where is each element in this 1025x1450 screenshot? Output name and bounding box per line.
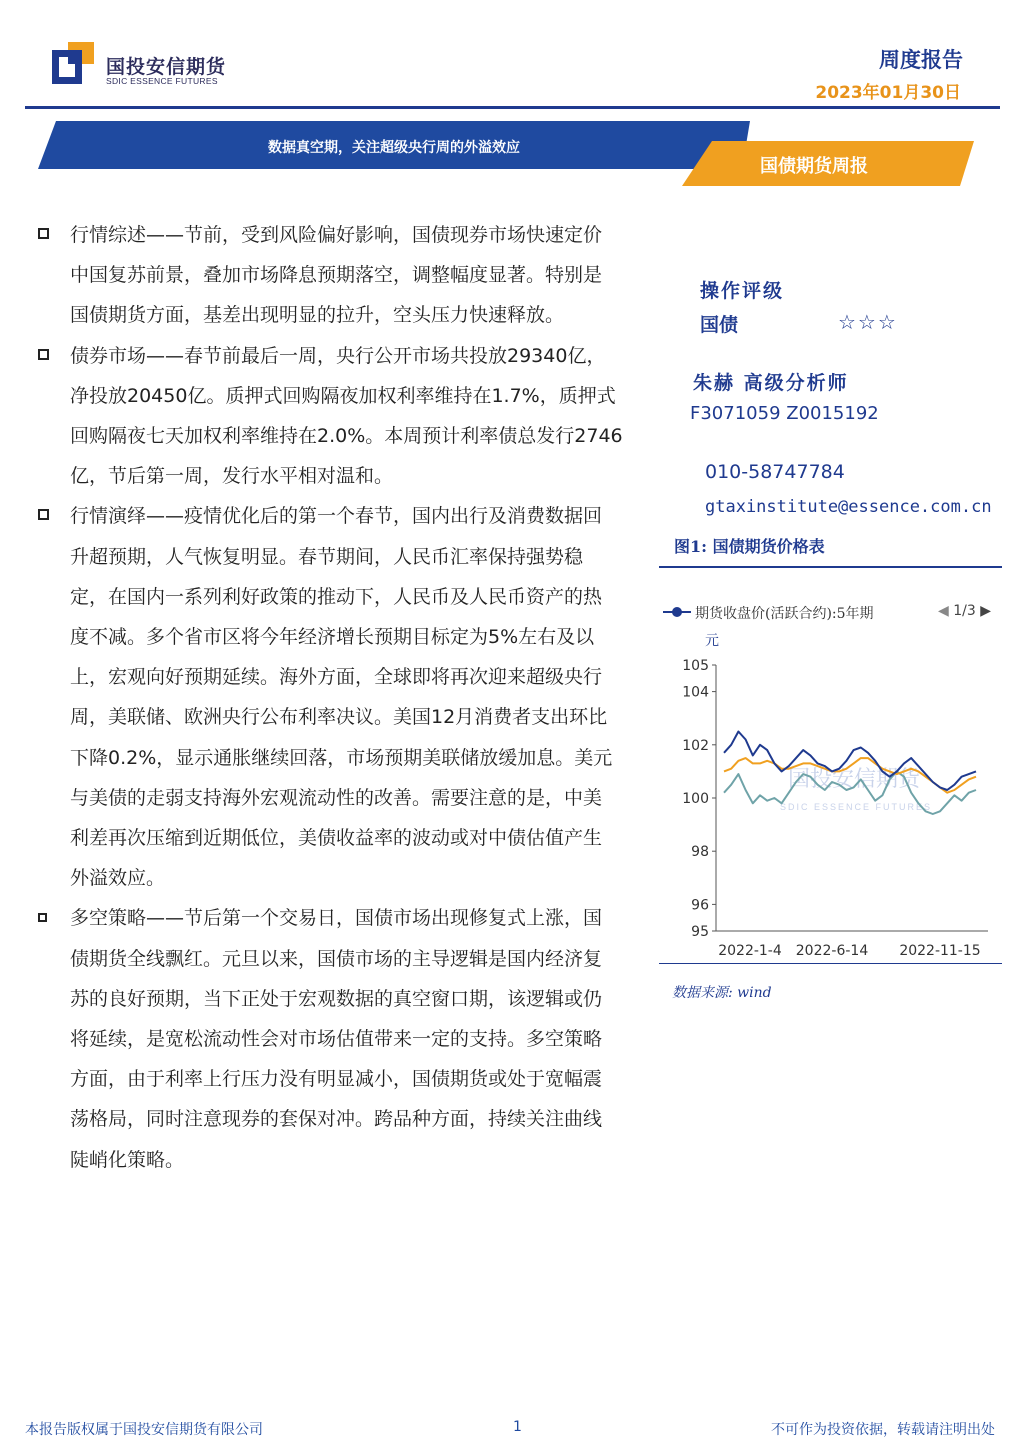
text-line: 陡峭化策略。 xyxy=(70,1148,185,1171)
text-line: 与美债的走弱支持海外宏观流动性的改善。需要注意的是，中美 xyxy=(70,786,603,809)
page-number: 1 xyxy=(513,1419,522,1435)
y-axis-unit: 元 xyxy=(705,633,719,649)
paragraph-bond-market xyxy=(36,336,636,497)
square-bullet-icon xyxy=(38,228,49,239)
text-line: 行情综述——节前，受到风险偏好影响，国债现券市场快速定价 xyxy=(70,224,603,246)
text-line: 行情演绎——疫情优化后的第一个春节，国内出行及消费数据回 xyxy=(70,505,603,528)
x-tick-label: 2022-6-14 xyxy=(795,943,869,959)
text-line: 上，宏观向好预期延续。海外方面，全球即将再次迎来超级央行 xyxy=(70,666,603,689)
figure-bottom-rule xyxy=(659,963,1002,964)
report-body xyxy=(36,215,636,1180)
contact-email[interactable]: gtaxinstitute@essence.com.cn xyxy=(705,497,992,517)
y-tick-label: 98 xyxy=(691,844,709,861)
paragraph-market-summary xyxy=(36,215,636,336)
watermark-text-en: SDIC ESSENCE FUTURES xyxy=(780,802,933,812)
footer-copyright: 本报告版权属于国投安信期货有限公司 xyxy=(25,1422,263,1438)
y-tick-label: 96 xyxy=(691,897,709,914)
square-bullet-icon xyxy=(38,509,49,520)
text-line: 利差再次压缩到近期低位，美债收益率的波动或对中债估值产生 xyxy=(70,827,603,850)
y-tick-label: 100 xyxy=(682,791,709,807)
text-line: 方面，由于利率上行压力没有明显减小，国债期货或处于宽幅震 xyxy=(70,1068,603,1091)
text-line: 国债期货方面，基差出现明显的拉升，空头压力快速释放。 xyxy=(70,304,565,327)
square-bullet-icon xyxy=(38,349,49,360)
text-line: 中国复苏前景，叠加市场降息预期落空，调整幅度显著。特别是 xyxy=(70,264,603,287)
footer-disclaimer: 不可作为投资依据，转载请注明出处 xyxy=(771,1422,995,1438)
rating-stars-icon: ☆☆☆ xyxy=(838,310,898,334)
text-line: 周，美联储、欧洲央行公布利率决议。美国12月消费者支出环比 xyxy=(70,706,608,729)
text-line: 将延续，是宽松流动性会对市场估值带来一定的支持。多空策略 xyxy=(70,1028,603,1051)
text-line: 债期货全线飘红。元旦以来，国债市场的主导逻辑是国内经济复 xyxy=(70,947,603,970)
figure-title: 图1: 国债期货价格表 xyxy=(674,537,825,556)
analyst-name: 朱赫 高级分析师 xyxy=(693,372,849,394)
text-line: 债券市场——春节前最后一周，央行公开市场共投放29340亿， xyxy=(70,344,606,367)
legend-series-name: 期货收盘价(活跃合约):5年期 xyxy=(695,606,874,622)
text-line: 亿，节后第一周，发行水平相对温和。 xyxy=(70,465,394,488)
futures-price-chart xyxy=(660,650,1000,960)
company-logo-mark xyxy=(52,42,96,86)
text-line: 荡格局，同时注意现券的套保对冲。跨品种方面，持续关注曲线 xyxy=(70,1108,603,1131)
y-tick-label: 104 xyxy=(682,684,709,701)
text-line: 升超预期，人气恢复明显。春节期间，人民币汇率保持强势稳 xyxy=(70,545,584,568)
legend-pager[interactable] xyxy=(938,603,991,619)
text-line: 度不减。多个省市区将今年经济增长预期目标定为5%左右及以 xyxy=(70,626,595,649)
figure-top-rule xyxy=(659,566,1002,568)
paragraph-market-narrative xyxy=(36,496,636,898)
x-tick-label: 2022-1-4 xyxy=(718,943,782,959)
report-type: 周度报告 xyxy=(879,48,963,72)
legend-marker-icon xyxy=(663,605,691,619)
watermark-text: 国投安信期货 xyxy=(788,766,921,791)
y-tick-label: 105 xyxy=(682,658,709,674)
headline-text: 数据真空期，关注超级央行周的外溢效应 xyxy=(268,140,520,156)
company-name-en: SDIC ESSENCE FUTURES xyxy=(106,76,218,86)
text-line: 外溢效应。 xyxy=(70,867,166,890)
bond-label: 国债 xyxy=(700,314,739,336)
company-name-cn: 国投安信期货 xyxy=(106,56,227,78)
x-tick-label: 2022-11-15 xyxy=(899,943,981,959)
legend-page-indicator: 1/3 xyxy=(953,603,976,619)
paragraph-strategy xyxy=(36,898,636,1179)
text-line: 定，在国内一系列利好政策的推动下，人民币及人民币资产的热 xyxy=(70,585,603,608)
legend-prev-icon[interactable]: ◀ xyxy=(938,603,949,619)
text-line: 下降0.2%，显示通胀继续回落，市场预期美联储放缓加息。美元 xyxy=(70,746,613,769)
square-bullet-icon xyxy=(38,913,47,922)
section-title: 国债期货周报 xyxy=(760,156,868,177)
header-divider xyxy=(25,106,1000,109)
y-tick-label: 95 xyxy=(691,924,709,940)
text-line: 多空策略——节后第一个交易日，国债市场出现修复式上涨，国 xyxy=(70,907,603,930)
legend-next-icon[interactable]: ▶ xyxy=(980,603,991,619)
rating-label: 操作评级 xyxy=(700,280,785,302)
analyst-license: F3071059 Z0015192 xyxy=(690,403,879,424)
report-date: 2023年01月30日 xyxy=(815,83,961,103)
text-line: 苏的良好预期，当下正处于宏观数据的真空窗口期，该逻辑或仍 xyxy=(70,987,603,1010)
text-line: 回购隔夜七天加权利率维持在2.0%。本周预计利率债总发行2746 xyxy=(70,425,623,448)
text-line: 净投放20450亿。质押式回购隔夜加权利率维持在1.7%，质押式 xyxy=(70,384,616,407)
contact-phone: 010-58747784 xyxy=(705,461,845,483)
y-tick-label: 102 xyxy=(682,737,709,754)
data-source: 数据来源: wind xyxy=(672,985,772,1001)
